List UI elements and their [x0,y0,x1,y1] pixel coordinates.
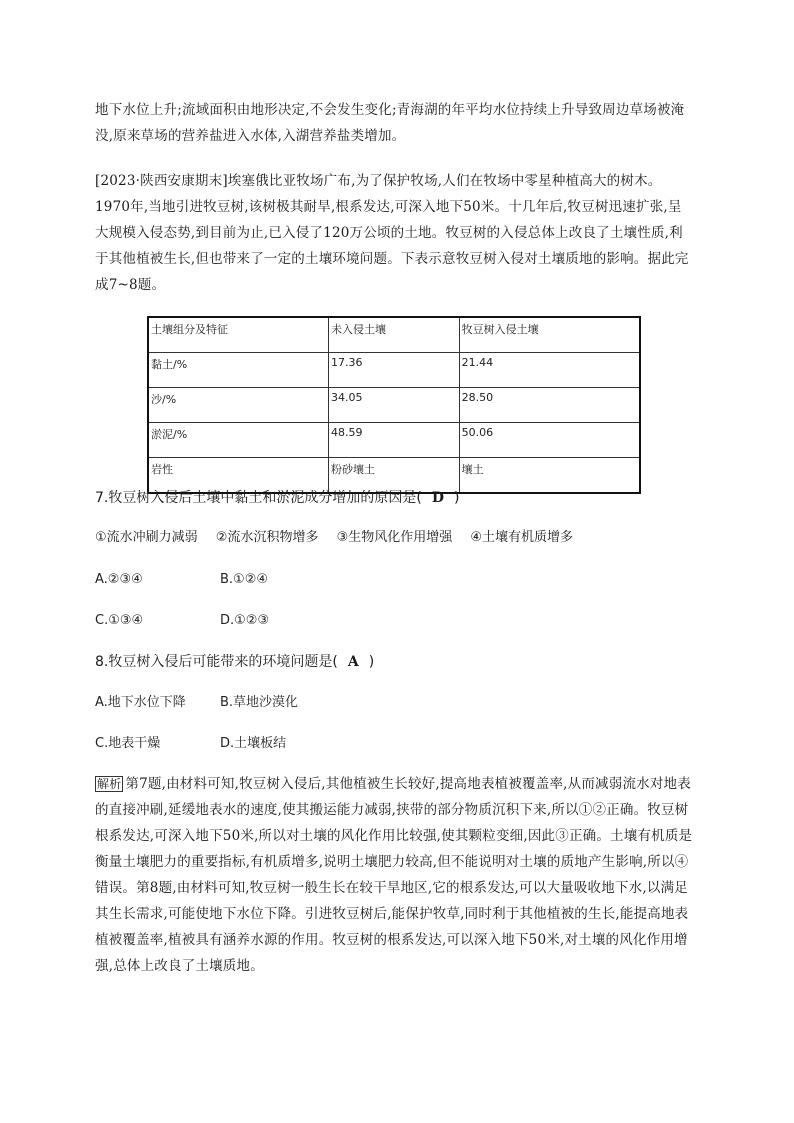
statement-2: ②流水沉积物增多 [215,530,319,545]
table-cell: 黏土/% [148,353,329,388]
table-header-cell: 未入侵土壤 [329,317,460,353]
option-d[interactable]: D.①②③ [220,613,270,628]
table-cell: 28.50 [459,388,640,423]
table-cell: 岩性 [148,458,329,494]
table-cell: 34.05 [329,388,460,423]
statement-1: ①流水冲刷力减弱 [95,530,198,545]
option-d[interactable]: D.土壤板结 [220,736,287,751]
question-8-close: ) [368,654,375,670]
question-8-answer: A [347,654,359,670]
question-7-statements [95,528,587,548]
table-header-cell: 牧豆树入侵土壤 [459,317,640,353]
table-cell: 50.06 [459,423,640,458]
option-b[interactable]: B.草地沙漠化 [220,695,299,710]
analysis-text: 第7题,由材料可知,牧豆树入侵后,其他植被生长较好,提高地表植被覆盖率,从而减弱流水对地表的直接冲刷,延缓地表水的速度,使其搬运能力减弱,挟带的部分物质沉积下来,所以①②正确。牧豆树根系发达,可深入地下50米,所以对土壤的风化作用比较强,使其颗粒变细,因此③正确。土壤有机质是衡量土壤肥力的重要指标,有机质增多,说明土壤肥力较高,但不能说明对土壤的质地产生影响,所以④错误。第8题,由材料可知,牧豆树一般生长在较干旱地区,它的根系发达,可以大量吸收地下水,以满足其生长需求,可能使地下水位下降。引进牧豆树后,能保护牧草,同时利于其他植被的生长,能提高地表植被覆盖率,植被具有涵养水源的作用。牧豆树的根系发达,可以深入地下50米,对土壤的风化作用增强,总体上改良了土壤质地。 [95,776,693,974]
question-7-answer: D [431,490,444,506]
question-8-stem [95,652,695,672]
material-paragraph: [2023·陕西安康期末]埃塞俄比亚牧场广布,为了保护牧场,人们在牧场中零星种植高大的树木。1970年,当地引进牧豆树,该树极其耐旱,根系发达,可深入地下50米。十几年后,牧豆树迅速扩张,呈大规模入侵态势,到目前为止,已入侵了120万公顷的土地。牧豆树的入侵总体上改良了土壤性质,利于其他植被生长,但也带来了一定的土壤环境问题。下表示意牧豆树入侵对土壤质地的影响。据此完成7~8题。 [95,173,689,293]
question-7-stem [95,488,695,508]
question-8-text: 8.牧豆树入侵后可能带来的环境问题是( [95,654,338,670]
analysis-tag: 解析 [97,777,122,791]
table-cell: 沙/% [148,388,329,423]
question-7-close: ) [453,490,460,506]
previous-answer-continuation: 地下水位上升;流域面积由地形决定,不会发生变化;青海湖的年平均水位持续上升导致周边草场被淹没,原来草场的营养盐进入水体,入湖营养盐类增加。 [95,102,685,144]
statement-3: ③生物风化作用增强 [336,530,453,545]
question-7-text: 7.牧豆树入侵后土壤中黏土和淤泥成分增加的原因是( [95,490,422,506]
table-cell: 17.36 [329,353,460,388]
table-header-row [148,317,640,353]
option-c[interactable]: C.地表干燥 [95,736,161,751]
option-c[interactable]: C.①③④ [95,613,144,628]
soil-texture-table [147,316,641,494]
option-a[interactable]: A.地下水位下降 [95,695,186,710]
table-row [148,423,640,458]
table-row [148,388,640,423]
table-cell: 壤土 [459,458,640,494]
option-a[interactable]: A.②③④ [95,572,143,587]
table-cell: 粉砂壤土 [329,458,460,494]
table-cell: 21.44 [459,353,640,388]
table-header-cell: 土壤组分及特征 [148,317,329,353]
table-cell: 48.59 [329,423,460,458]
table-cell: 淤泥/% [148,423,329,458]
table-row [148,353,640,388]
statement-4: ④土壤有机质增多 [470,530,574,545]
analysis-paragraph [95,771,695,979]
option-b[interactable]: B.①②④ [220,572,269,587]
